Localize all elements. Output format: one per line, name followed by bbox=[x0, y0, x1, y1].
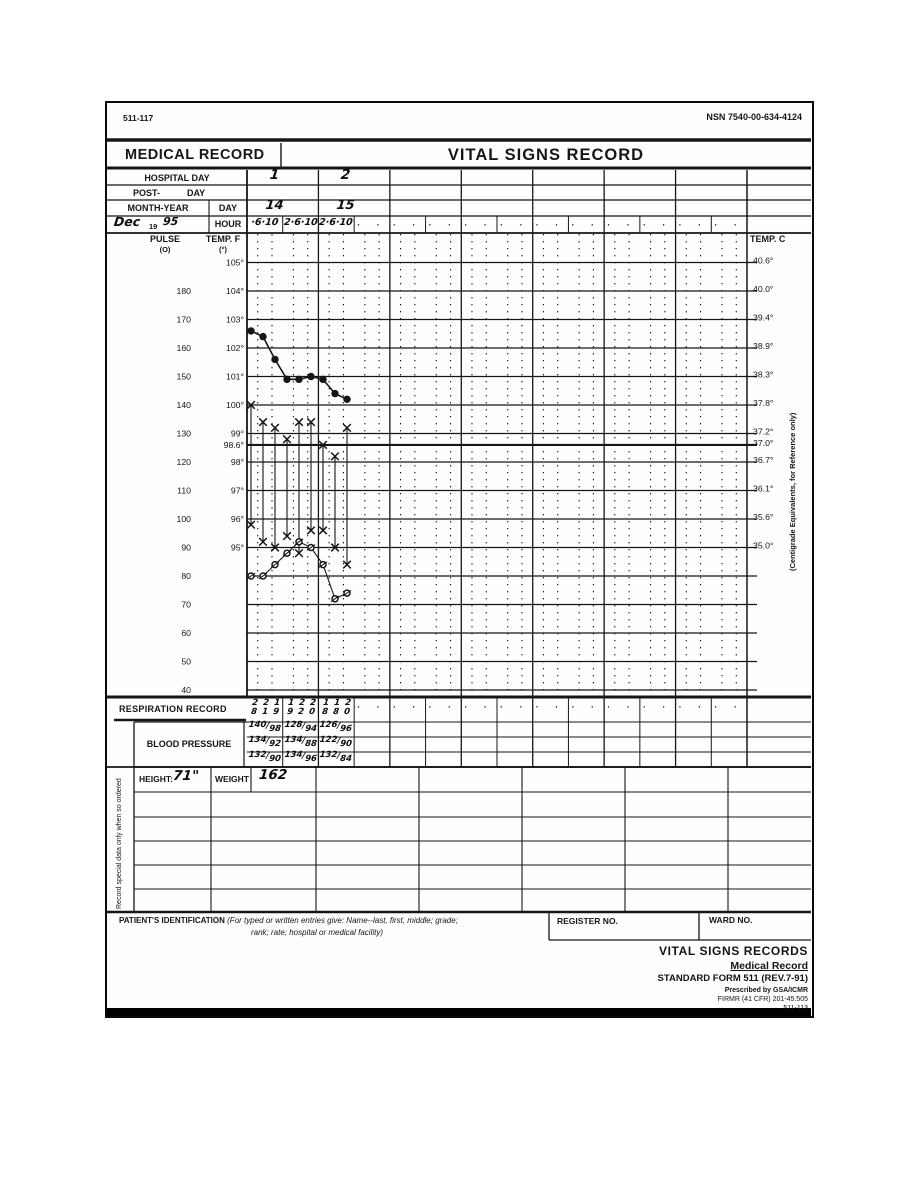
respiration-label: RESPIRATION RECORD bbox=[119, 704, 227, 714]
temperature-point bbox=[344, 396, 350, 402]
nsn-number: NSN 7540-00-634-4124 bbox=[706, 112, 802, 122]
year-handwritten: 95 bbox=[162, 215, 179, 228]
height-label: HEIGHT: bbox=[139, 774, 173, 784]
bp-systolic-text: 140 bbox=[248, 720, 267, 730]
respiration-cell-dots: · · bbox=[392, 702, 423, 712]
form-number: 511-117 bbox=[123, 113, 154, 123]
temp-c-scale-label: 35.0° bbox=[753, 540, 774, 551]
pulse-scale-label: 140 bbox=[176, 400, 191, 410]
respiration-digit: 2 bbox=[297, 707, 305, 717]
bp-systolic-text: 132 bbox=[319, 750, 339, 760]
bp-slash: / bbox=[337, 751, 342, 761]
bp-slash: / bbox=[301, 736, 306, 746]
temperature-point bbox=[248, 328, 254, 334]
respiration-value bbox=[270, 699, 283, 717]
respiration-value bbox=[306, 699, 319, 717]
hour-cell-dots: · · bbox=[607, 220, 637, 230]
temp-c-scale-label: 36.7° bbox=[753, 455, 774, 465]
height-value: 71" bbox=[172, 768, 200, 784]
hour-cell-dots: · · bbox=[357, 220, 387, 230]
bp-diastolic-text: 94 bbox=[304, 724, 318, 734]
bp-slash: / bbox=[301, 721, 306, 731]
month-year-label: MONTH-YEAR bbox=[127, 203, 189, 213]
temp-c-scale-label: 38.9° bbox=[753, 341, 774, 351]
ward-no-label: WARD NO. bbox=[709, 915, 753, 925]
bp-diastolic-text: 84 bbox=[339, 754, 353, 764]
pulse-scale-label: 180 bbox=[176, 286, 191, 296]
bp-slash: / bbox=[337, 721, 342, 731]
temperature-point bbox=[272, 356, 278, 362]
blood-pressure-value bbox=[247, 735, 282, 749]
hour-cell-dots: · · bbox=[678, 220, 709, 230]
hour-cell-dots: · · bbox=[642, 220, 673, 230]
blood-pressure-value bbox=[283, 735, 318, 749]
temperature-point bbox=[308, 373, 314, 379]
pulse-scale-label: 80 bbox=[181, 571, 191, 581]
temp-f-scale-label: 105° bbox=[226, 257, 244, 268]
patient-id-line1 bbox=[119, 916, 539, 925]
pulse-column-label: PULSE bbox=[149, 234, 180, 244]
hour-cell-dots: · · bbox=[392, 220, 423, 230]
pulse-symbol-label: (O) bbox=[159, 245, 171, 254]
footer-standard-form: STANDARD FORM 511 (REV.7-91) bbox=[657, 973, 808, 985]
temp-c-scale-label: 35.6° bbox=[753, 512, 774, 522]
temperature-point bbox=[260, 333, 266, 339]
patient-id-instructions-2: rank; rate; hospital or medical facility) bbox=[250, 928, 384, 937]
pulse-scale-label: 50 bbox=[181, 656, 191, 667]
bp-diastolic-text: 90 bbox=[339, 739, 353, 749]
respiration-cell-dots: · · bbox=[678, 702, 709, 712]
temp-f-scale-label: 104° bbox=[226, 286, 244, 296]
side-note: Record special data only when so ordered bbox=[116, 778, 123, 909]
bp-diastolic-text: 98 bbox=[268, 724, 282, 734]
day-value: 14 bbox=[264, 198, 285, 213]
hour-cell-dots: · · bbox=[571, 220, 602, 230]
post-day-label-right: DAY bbox=[187, 188, 206, 198]
respiration-cell-dots: · · bbox=[607, 702, 637, 712]
temp-c-column-label: TEMP. C bbox=[750, 234, 786, 244]
hour-label: HOUR bbox=[214, 219, 242, 229]
temperature-point bbox=[284, 376, 290, 382]
centigrade-note: (Centigrade Equivalents, for Reference only) bbox=[788, 412, 797, 571]
day-value: 15 bbox=[336, 198, 356, 213]
bp-diastolic-text: 96 bbox=[304, 754, 318, 764]
pulse-scale-label: 110 bbox=[177, 485, 191, 496]
footer-title: VITAL SIGNS RECORDS bbox=[659, 944, 808, 958]
respiration-digit: 0 bbox=[344, 707, 351, 717]
vital-signs-form bbox=[105, 101, 814, 1018]
hour-value: ·6·10 bbox=[250, 217, 279, 228]
respiration-digit: 9 bbox=[272, 707, 280, 717]
pulse-scale-label: 170 bbox=[176, 314, 191, 325]
temp-c-scale-label: 39.4° bbox=[753, 312, 774, 323]
hour-cell-dots: · · bbox=[428, 220, 459, 230]
respiration-digit: 1 bbox=[333, 698, 341, 708]
temp-f-scale-label: 102° bbox=[226, 343, 244, 353]
patient-id-label: PATIENT'S IDENTIFICATION bbox=[119, 916, 225, 925]
patient-id-instructions-1: (For typed or written entries give: Name--last, first, middle; grade; bbox=[227, 916, 458, 925]
pulse-scale-label: 60 bbox=[181, 628, 191, 638]
weight-label: WEIGHT bbox=[215, 774, 249, 784]
blood-pressure-value bbox=[319, 735, 354, 749]
bp-systolic-text: 134 bbox=[283, 735, 303, 745]
post-day-label-left: POST- bbox=[133, 188, 161, 198]
respiration-cell-dots: · · bbox=[714, 702, 744, 712]
bp-systolic-text: 132 bbox=[248, 750, 267, 760]
year-printed: 19 bbox=[149, 222, 158, 231]
blood-pressure-value bbox=[319, 720, 354, 734]
temp-f-scale-label: 100° bbox=[226, 400, 244, 410]
weight-value: 162 bbox=[258, 767, 289, 783]
pulse-scale-label: 70 bbox=[181, 599, 191, 610]
respiration-digit: 1 bbox=[273, 698, 281, 708]
hour-cell-dots: · · bbox=[464, 220, 494, 230]
footer-medical-record: Medical Record bbox=[730, 959, 808, 972]
respiration-digit: 1 bbox=[287, 698, 295, 708]
blood-pressure-label: BLOOD PRESSURE bbox=[146, 739, 232, 749]
respiration-digit: 2 bbox=[251, 698, 259, 708]
pulse-scale-label: 150 bbox=[176, 371, 191, 382]
hour-cell-dots: · · bbox=[714, 220, 744, 230]
temp-f-scale-label: 95° bbox=[230, 542, 244, 553]
temp-f-scale-label: 98° bbox=[230, 457, 244, 467]
blood-pressure-value bbox=[283, 720, 318, 734]
pulse-scale-label: 160 bbox=[176, 343, 191, 353]
footer-prescribed-by: Prescribed by GSA/ICMR bbox=[724, 986, 808, 994]
temp-f-scale-label: 97° bbox=[230, 485, 244, 496]
day-sublabel: DAY bbox=[218, 203, 238, 213]
respiration-digit: 1 bbox=[261, 707, 269, 717]
temp-f-scale-label: 99° bbox=[230, 428, 244, 439]
form-footer bbox=[658, 944, 808, 1013]
footer-firmr: FIRMR (41 CFR) 201-45.505 bbox=[717, 995, 808, 1003]
pulse-scale-label: 40 bbox=[181, 685, 191, 695]
bp-systolic-text: 128 bbox=[283, 720, 303, 730]
hospital-day-value: 2 bbox=[340, 167, 352, 183]
bp-slash: / bbox=[337, 736, 342, 746]
medical-record-label: MEDICAL RECORD bbox=[125, 147, 265, 163]
temp-c-scale-label: 38.3° bbox=[753, 369, 774, 380]
respiration-cell-dots: · · bbox=[535, 702, 566, 712]
temp-c-scale-label: 37.2° bbox=[753, 426, 774, 437]
respiration-digit: 1 bbox=[322, 698, 330, 708]
respiration-digit: 8 bbox=[322, 707, 329, 717]
temp-c-scale-label: 40.0° bbox=[753, 284, 774, 294]
blood-pressure-value bbox=[247, 720, 282, 734]
respiration-cell-dots: · · bbox=[464, 702, 494, 712]
temp-c-scale-label: 37.8° bbox=[753, 398, 774, 408]
temp-f-scale-label: 98.6° bbox=[223, 439, 244, 450]
temp-f-symbol-label: (°) bbox=[219, 245, 227, 254]
footer-form-number: 511-113 bbox=[783, 1004, 808, 1012]
respiration-digit: 0 bbox=[308, 707, 316, 717]
hour-cell-dots: · · bbox=[500, 220, 530, 230]
page-title: VITAL SIGNS RECORD bbox=[447, 146, 645, 164]
bp-diastolic-text: 90 bbox=[268, 754, 282, 764]
bp-systolic-text: 134 bbox=[248, 735, 267, 745]
month-handwritten: Dec bbox=[113, 214, 142, 229]
respiration-cell-dots: · · bbox=[500, 702, 530, 712]
register-no-label: REGISTER NO. bbox=[557, 916, 618, 926]
temp-c-scale-label: 37.0° bbox=[753, 437, 774, 448]
bp-diastolic-text: 88 bbox=[304, 739, 318, 749]
hour-cell-dots: · · bbox=[535, 220, 566, 230]
pulse-scale-label: 120 bbox=[176, 457, 191, 467]
hour-value: 2·6·10 bbox=[283, 217, 318, 228]
blood-pressure-value bbox=[319, 750, 354, 764]
bp-systolic-text: 122 bbox=[319, 735, 339, 745]
bp-slash: / bbox=[265, 751, 270, 761]
respiration-digit: 2 bbox=[298, 698, 306, 708]
temperature-point bbox=[332, 390, 338, 396]
respiration-cell-dots: · · bbox=[357, 702, 387, 712]
respiration-cell-dots: · · bbox=[642, 702, 673, 712]
respiration-digit: 2 bbox=[262, 698, 270, 708]
bp-diastolic-text: 92 bbox=[268, 739, 282, 749]
temp-f-scale-label: 103° bbox=[226, 314, 244, 325]
hospital-day-label: HOSPITAL DAY bbox=[144, 173, 210, 183]
temp-c-scale-label: 40.6° bbox=[753, 255, 774, 266]
bp-systolic-text: 126 bbox=[319, 720, 339, 730]
bp-slash: / bbox=[265, 736, 270, 746]
respiration-cell-dots: · · bbox=[428, 702, 459, 712]
temp-f-scale-label: 101° bbox=[226, 371, 244, 382]
respiration-cell-dots: · · bbox=[571, 702, 602, 712]
hospital-day-value: 1 bbox=[268, 167, 281, 183]
bp-slash: / bbox=[265, 721, 270, 731]
respiration-digit: 8 bbox=[333, 707, 340, 717]
blood-pressure-value bbox=[283, 750, 318, 764]
temp-f-scale-label: 96° bbox=[230, 514, 244, 524]
bp-systolic-text: 134 bbox=[283, 750, 303, 760]
pulse-scale-label: 100 bbox=[176, 514, 191, 524]
temp-c-scale-label: 36.1° bbox=[753, 483, 774, 494]
respiration-digit: 2 bbox=[344, 698, 352, 708]
temp-f-column-label: TEMP. F bbox=[205, 234, 241, 244]
temperature-point bbox=[296, 376, 302, 382]
pulse-scale-label: 130 bbox=[176, 428, 191, 439]
bp-slash: / bbox=[301, 751, 306, 761]
bp-diastolic-text: 96 bbox=[339, 724, 353, 734]
hour-value: 2·6·10 bbox=[318, 217, 354, 228]
temperature-point bbox=[320, 376, 326, 382]
blood-pressure-value bbox=[247, 750, 282, 764]
respiration-digit: 9 bbox=[286, 707, 294, 717]
respiration-digit: 2 bbox=[309, 698, 317, 708]
pulse-scale-label: 90 bbox=[181, 542, 191, 553]
respiration-digit: 8 bbox=[250, 707, 258, 717]
